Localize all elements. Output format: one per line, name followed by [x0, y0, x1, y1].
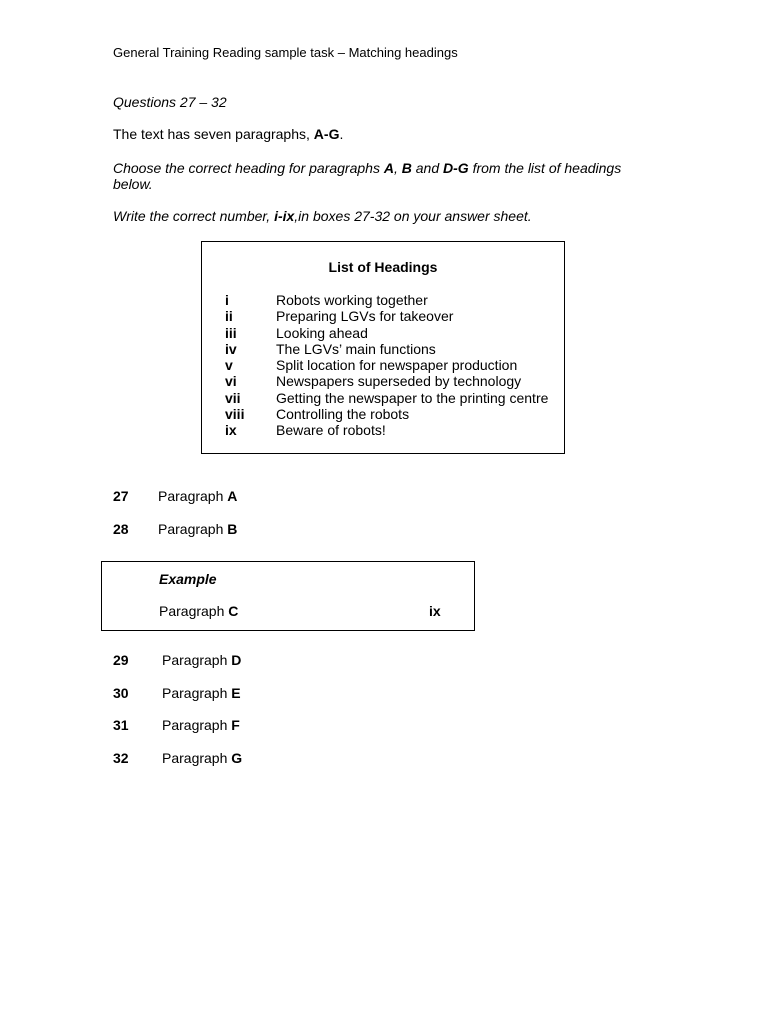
instruction-bold: D-G — [443, 160, 469, 176]
instruction-text — [113, 160, 633, 192]
page-header: General Training Reading sample task – Matching headings — [113, 45, 458, 60]
instruction-bold: B — [401, 160, 412, 176]
instruction-bold: A — [383, 160, 394, 176]
paragraph-word: Paragraph — [162, 652, 228, 668]
answer-instruction-bold: i-ix — [274, 208, 295, 224]
heading-item — [225, 390, 548, 406]
heading-item — [225, 357, 548, 373]
intro-text-end: . — [339, 126, 344, 142]
heading-text: Looking ahead — [276, 324, 368, 341]
questions-range: Questions 27 – 32 — [113, 94, 227, 110]
headings-box — [201, 241, 565, 454]
question-row — [113, 717, 413, 735]
intro-text — [113, 126, 343, 142]
paragraph-word: Paragraph — [159, 603, 225, 619]
heading-text: The LGVs’ main functions — [276, 340, 436, 357]
intro-text-part: The text has seven paragraphs, — [113, 126, 314, 142]
question-row — [113, 750, 413, 768]
question-paragraph — [158, 521, 237, 537]
paragraph-letter: B — [227, 521, 238, 537]
heading-text: Newspapers superseded by technology — [276, 373, 522, 390]
headings-title: List of Headings — [328, 259, 438, 275]
question-paragraph — [162, 652, 241, 668]
answer-instruction — [113, 208, 532, 224]
heading-item — [225, 373, 548, 389]
heading-text: Getting the newspaper to the printing centre — [276, 389, 549, 406]
paragraph-word: Paragraph — [158, 521, 224, 537]
headings-list — [225, 292, 548, 439]
question-number: 30 — [113, 685, 129, 701]
heading-number: ii — [225, 308, 233, 325]
instruction-part: , — [393, 160, 402, 176]
heading-number: v — [225, 357, 233, 374]
heading-item — [225, 422, 548, 438]
heading-text: Controlling the robots — [276, 406, 410, 423]
question-number: 27 — [113, 488, 129, 504]
heading-number: ix — [225, 422, 237, 439]
example-paragraph — [159, 603, 238, 619]
question-number: 32 — [113, 750, 129, 766]
question-number: 28 — [113, 521, 129, 537]
question-row — [113, 685, 413, 703]
heading-number: vi — [225, 373, 237, 390]
intro-bold-range: A-G — [313, 126, 340, 142]
heading-text: Preparing LGVs for takeover — [276, 308, 454, 325]
paragraph-word: Paragraph — [158, 488, 224, 504]
question-paragraph — [158, 488, 237, 504]
heading-number: iv — [225, 340, 237, 357]
question-paragraph — [162, 717, 240, 733]
question-row — [113, 521, 413, 539]
question-row — [113, 488, 413, 506]
heading-text: Beware of robots! — [276, 422, 386, 439]
heading-text: Split location for newspaper production — [276, 357, 518, 374]
paragraph-word: Paragraph — [162, 685, 228, 701]
heading-number: vii — [225, 389, 241, 406]
question-paragraph — [162, 685, 241, 701]
paragraph-letter: A — [227, 488, 238, 504]
question-row — [113, 652, 413, 670]
instruction-part: from the list of headings below. — [113, 160, 622, 192]
heading-text: Robots working together — [276, 292, 428, 308]
paragraph-word: Paragraph — [162, 717, 228, 733]
heading-number: iii — [225, 324, 237, 341]
heading-number: viii — [225, 406, 245, 423]
question-number: 31 — [113, 717, 129, 733]
question-paragraph — [162, 750, 242, 766]
question-number: 29 — [113, 652, 129, 668]
paragraph-letter: F — [231, 717, 240, 733]
answer-instruction-part: ,in boxes 27-32 on your answer sheet. — [294, 208, 532, 224]
example-label: Example — [159, 571, 217, 587]
instruction-part: and — [411, 160, 444, 176]
paragraph-letter: C — [228, 603, 239, 619]
heading-item — [225, 292, 548, 308]
instruction-part: Choose the correct heading for paragraphs — [113, 160, 384, 176]
answer-instruction-part: Write the correct number, — [113, 208, 275, 224]
heading-item — [225, 406, 548, 422]
heading-item — [225, 341, 548, 357]
heading-number: i — [225, 292, 229, 308]
example-answer: ix — [429, 603, 441, 619]
paragraph-word: Paragraph — [162, 750, 228, 766]
paragraph-letter: D — [231, 652, 242, 668]
paragraph-letter: G — [231, 750, 243, 766]
heading-item — [225, 325, 548, 341]
example-box — [101, 561, 475, 631]
heading-item — [225, 308, 548, 324]
paragraph-letter: E — [231, 685, 241, 701]
